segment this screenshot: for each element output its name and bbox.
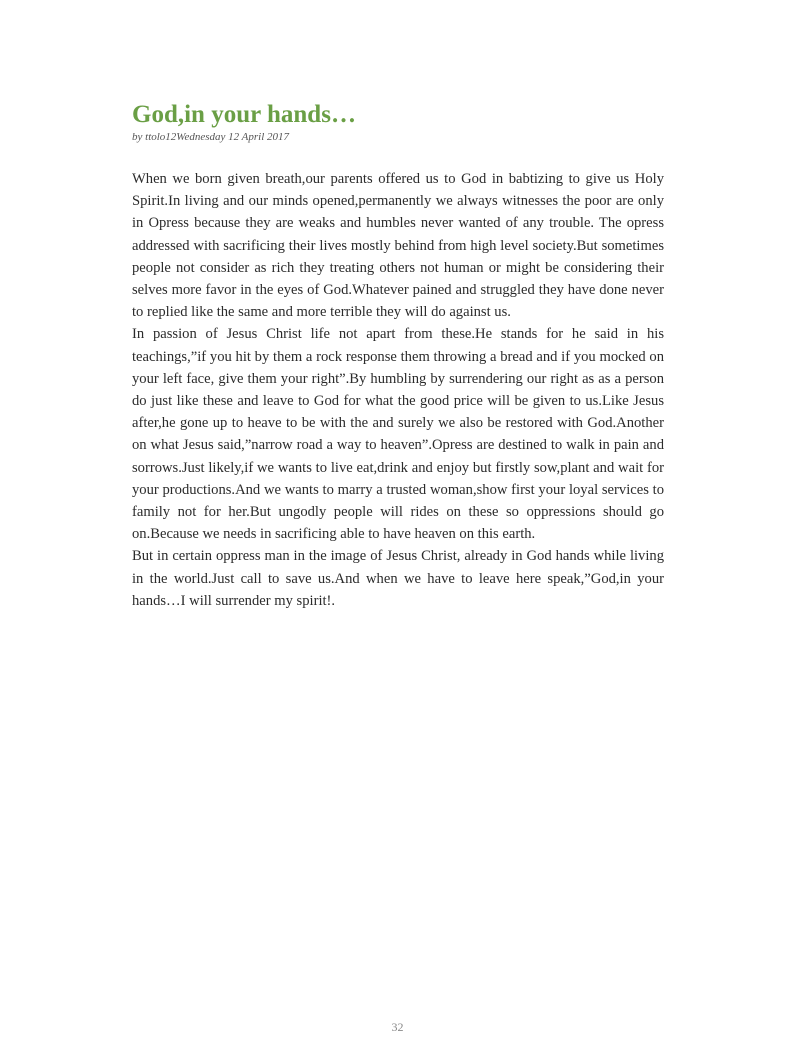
article-paragraph-1: When we born given breath,our parents offered us to God in babtizing to give us Holy Spirit.In living and our minds opened,permanently we always witnesses the poor are only in Opress because they are weaks and humbles never wanted of any trouble. The opress addressed with sacrificing their lives mostly behind from high level society.But sometimes people not consider as rich they treating others not human or might be considering their selves more favor in the eyes of God.Whatever pained and struggled they have done never to replied like the same and more terrible they will do against us. [132, 171, 664, 321]
page-number: 32 [391, 1020, 404, 1034]
article-paragraph-2: In passion of Jesus Christ life not apart from these.He stands for he said in his teachings,”if you hit by them a rock response them throwing a bread and if you mocked on your left face, give them your right”.By humbling by surrendering our right as as a person do just like these and leave to God for what the good price will be given to us.Like Jesus after,he gone up to heave to be with the and surely we also be restored with God.Another on what Jesus said,”narrow road a way to heaven”.Opress are destined to walk in pain and sorrows.Just likely,if we wants to live eat,drink and enjoy but firstly sow,plant and wait for your productions.And we wants to marry a trusted woman,show first your loyal services to family not for her.But ungodly people will rides on these so oppressions should go on.Because we needs in sacrificing able to have heaven on this earth. [132, 326, 664, 543]
article-byline: by ttolo12Wednesday 12 April 2017 [132, 131, 290, 143]
article-paragraph-3: But in certain oppress man in the image of Jesus Christ, already in God hands while living in the world.Just call to save us.And when we have to leave here speak,”God,in your hands…I will surrender my spirit!. [132, 548, 664, 609]
article-body [132, 168, 664, 612]
article-title: God,in your hands… [132, 101, 356, 128]
